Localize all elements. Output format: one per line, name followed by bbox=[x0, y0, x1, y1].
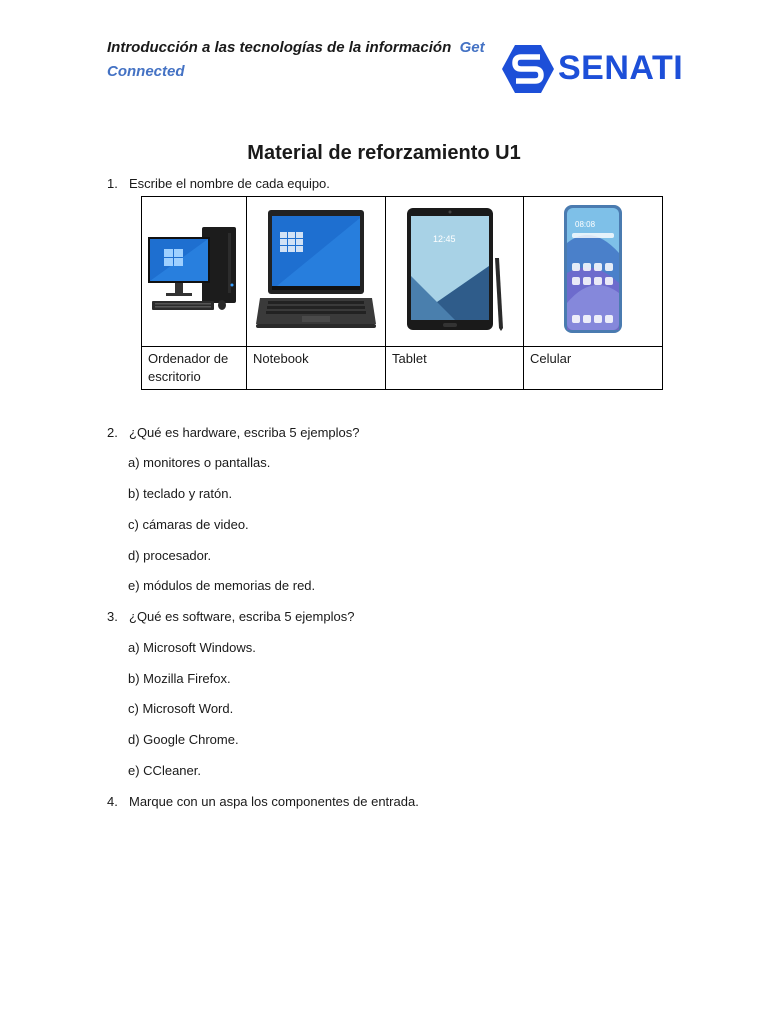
senati-logo-mark-icon bbox=[501, 42, 555, 96]
equipment-image-cell bbox=[524, 197, 663, 347]
answer-item: e) módulos de memorias de red. bbox=[128, 578, 316, 593]
svg-text:12:45: 12:45 bbox=[432, 234, 456, 244]
question-1 bbox=[107, 175, 330, 193]
notebook-icon bbox=[254, 208, 378, 330]
answer-item: a) Microsoft Windows. bbox=[128, 640, 256, 655]
question-2 bbox=[107, 424, 360, 442]
equipment-image-cell bbox=[247, 197, 386, 347]
question-4 bbox=[107, 793, 419, 811]
question-number: 2. bbox=[107, 425, 118, 440]
question-text: ¿Qué es software, escriba 5 ejemplos? bbox=[129, 609, 355, 624]
question-number: 4. bbox=[107, 794, 118, 809]
question-text: ¿Qué es hardware, escriba 5 ejemplos? bbox=[129, 425, 360, 440]
question-number: 3. bbox=[107, 609, 118, 624]
senati-logo bbox=[501, 42, 691, 96]
equipment-table bbox=[141, 196, 663, 390]
equipment-image-cell bbox=[386, 197, 524, 347]
equipment-label-cell: Notebook bbox=[247, 347, 386, 390]
question-3 bbox=[107, 608, 354, 626]
question-text: Marque con un aspa los componentes de entrada. bbox=[129, 794, 419, 809]
equipment-image-row bbox=[142, 197, 663, 347]
question-number: 1. bbox=[107, 176, 118, 191]
question-text: Escribe el nombre de cada equipo. bbox=[129, 176, 330, 191]
course-title: Introducción a las tecnologías de la información bbox=[107, 39, 452, 56]
equipment-label-cell: Tablet bbox=[386, 347, 524, 390]
senati-logo-text: SENATI bbox=[558, 49, 684, 87]
page-title: Material de reforzamiento U1 bbox=[247, 142, 521, 164]
answer-item: c) Microsoft Word. bbox=[128, 701, 234, 716]
document-header bbox=[107, 36, 507, 84]
equipment-image-cell bbox=[142, 197, 247, 347]
desktop-computer-icon bbox=[146, 223, 242, 315]
answer-item: d) Google Chrome. bbox=[128, 732, 239, 747]
smartphone-icon bbox=[562, 203, 624, 335]
answer-item: a) monitores o pantallas. bbox=[128, 455, 271, 470]
answer-item: b) teclado y ratón. bbox=[128, 486, 233, 501]
equipment-label-cell: Ordenador de escritorio bbox=[142, 347, 247, 390]
equipment-label-row bbox=[142, 347, 663, 390]
answer-item: c) cámaras de video. bbox=[128, 517, 249, 532]
answer-item: d) procesador. bbox=[128, 548, 212, 563]
tablet-icon bbox=[405, 206, 505, 332]
answer-item: b) Mozilla Firefox. bbox=[128, 671, 231, 686]
course-subtitle: Get Connected bbox=[107, 39, 485, 80]
answer-item: e) CCleaner. bbox=[128, 763, 201, 778]
svg-text:08:08: 08:08 bbox=[575, 220, 596, 229]
equipment-label-cell: Celular bbox=[524, 347, 663, 390]
